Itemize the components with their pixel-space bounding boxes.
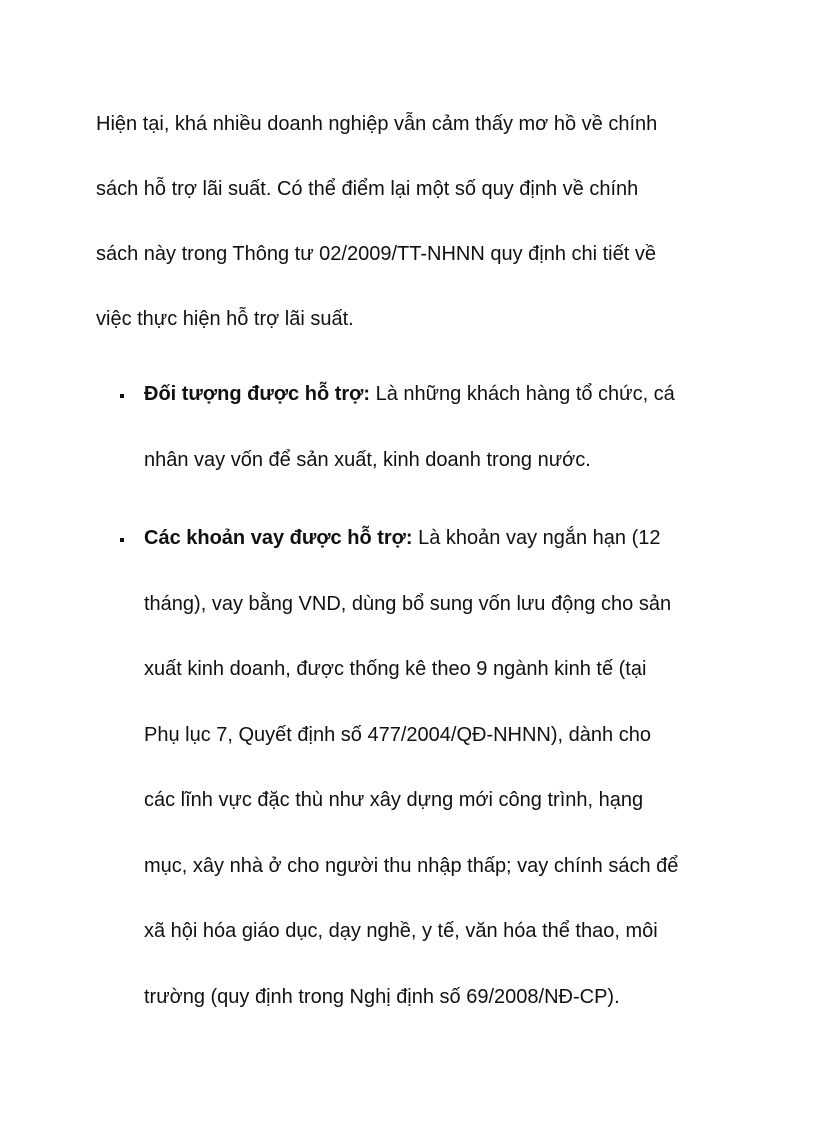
bullet-list [96, 362, 736, 1030]
bullet-square-icon [120, 394, 124, 398]
bullet-line: xuất kinh doanh, được thống kê theo 9 ngành kinh tế (tại [144, 658, 647, 680]
bullet-line: trường (quy định trong Nghị định số 69/2008/NĐ-CP). [144, 985, 620, 1008]
bullet-heading: Các khoản vay được hỗ trợ: [144, 527, 413, 549]
intro-line: Hiện tại, khá nhiều doanh nghiệp vẫn cảm thấy mơ hồ về chính [96, 113, 658, 135]
intro-line: sách hỗ trợ lãi suất. Có thể điểm lại một số quy định về chính [96, 178, 639, 200]
bullet-text: Là những khách hàng tổ chức, cá [370, 383, 675, 405]
intro-line: việc thực hiện hỗ trợ lãi suất. [96, 308, 354, 330]
bullet-line: Phụ lục 7, Quyết định số 477/2004/QĐ-NHNN), dành cho [144, 723, 651, 746]
bullet-first-line [144, 506, 736, 572]
intro-paragraph [96, 92, 736, 352]
bullet-first-line [144, 362, 736, 428]
intro-line: sách này trong Thông tư 02/2009/TT-NHNN quy định chi tiết về [96, 243, 656, 265]
bullet-line: mục, xây nhà ở cho người thu nhập thấp; vay chính sách để [144, 854, 679, 877]
bullet-line: xã hội hóa giáo dục, dạy nghề, y tế, văn hóa thể thao, môi [144, 920, 658, 942]
bullet-line: tháng), vay bằng VND, dùng bổ sung vốn lưu động cho sản [144, 592, 672, 615]
bullet-text: Là khoản vay ngắn hạn (12 [412, 527, 661, 549]
bullet-item-beneficiaries [96, 362, 736, 493]
bullet-item-eligible-loans [96, 506, 736, 1030]
bullet-square-icon [120, 538, 124, 542]
bullet-line: các lĩnh vực đặc thù như xây dựng mới công trình, hạng [144, 789, 644, 811]
bullet-line: nhân vay vốn để sản xuất, kinh doanh trong nước. [144, 448, 591, 471]
bullet-heading: Đối tượng được hỗ trợ: [144, 383, 371, 405]
